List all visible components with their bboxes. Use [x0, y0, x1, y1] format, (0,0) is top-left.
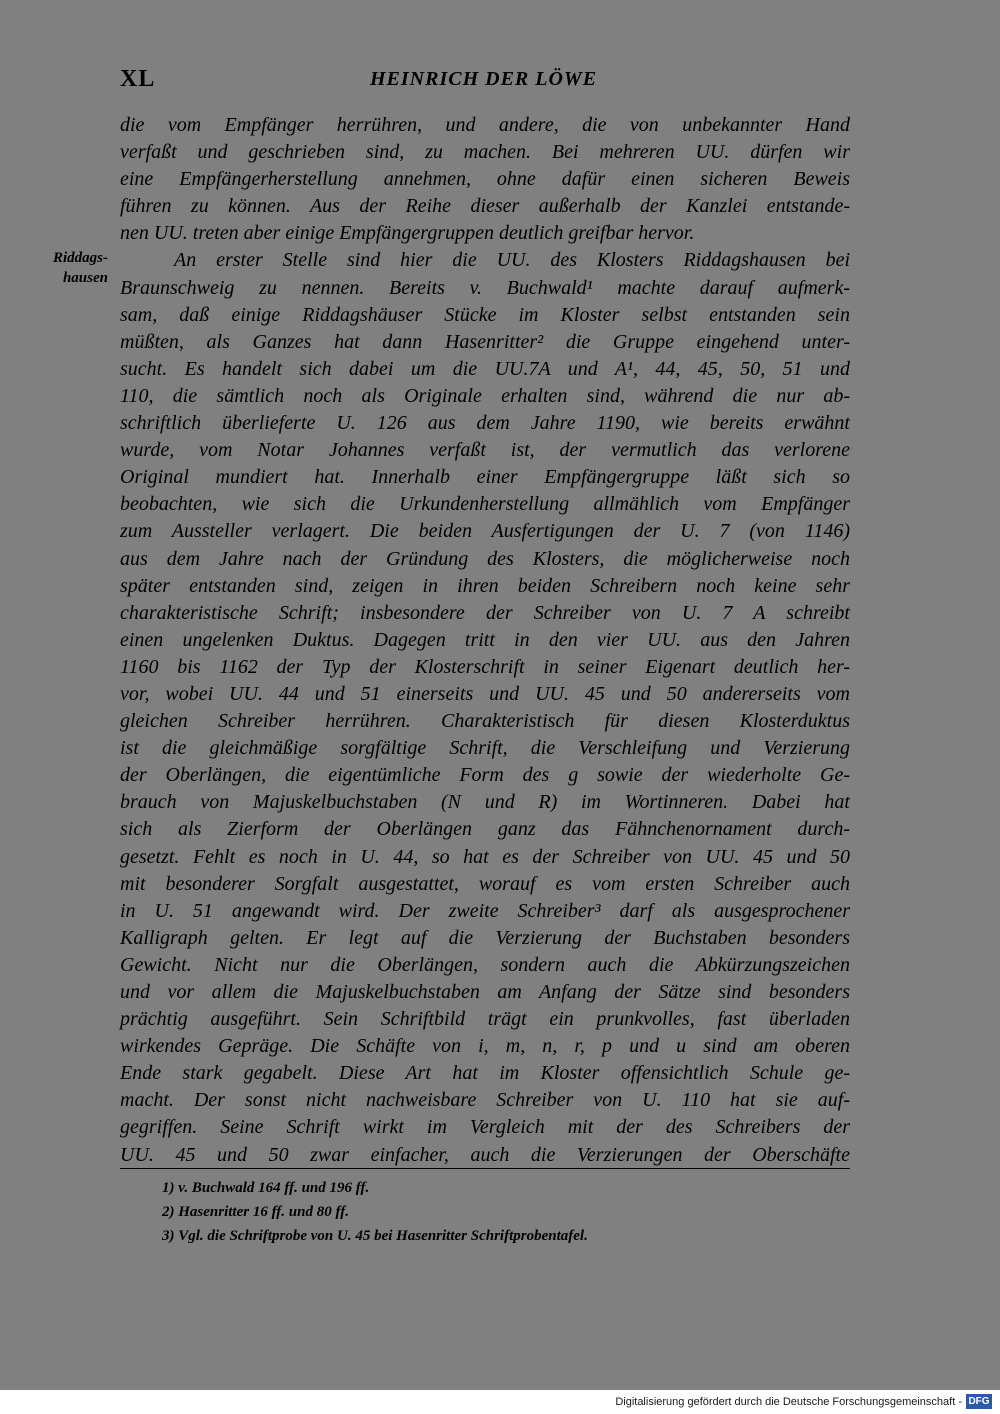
- text-line: gleichen Schreiber herrühren. Charakteristisch für diesen Klosterduktus: [120, 710, 850, 733]
- page-number: XL: [120, 66, 156, 92]
- text-line: UU. 45 und 50 zwar einfacher, auch die Verzierungen der Oberschäfte: [120, 1143, 850, 1166]
- text-line: Kalligraph gelten. Er legt auf die Verzierung der Buchstaben besonders: [120, 926, 850, 949]
- footnote: 3) Vgl. die Schriftprobe von U. 45 bei Hasenritter Schriftprobentafel.: [162, 1228, 588, 1244]
- text-line: die vom Empfänger herrühren, und andere, die von unbekannter Hand: [120, 114, 850, 136]
- footnote: 1) v. Buchwald 164 ff. und 196 ff.: [162, 1180, 370, 1196]
- margin-note-line: Riddags-: [52, 250, 108, 266]
- text-line: und vor allem die Majuskelbuchstaben am Anfang der Sätze sind besonders: [120, 981, 850, 1003]
- text-line: nen UU. treten aber einige Empfängergruppen deutlich greifbar hervor.: [120, 222, 695, 245]
- text-line: macht. Der sonst nicht nachweisbare Schreiber von U. 110 hat sie auf-: [120, 1089, 850, 1112]
- text-line: Gewicht. Nicht nur die Oberlängen, sondern auch die Abkürzungszeichen: [120, 953, 850, 976]
- text-line: brauch von Majuskelbuchstaben (N und R) im Wortinneren. Dabei hat: [120, 791, 850, 814]
- margin-note: [28, 248, 108, 288]
- text-line: zum Aussteller verlagert. Die beiden Ausfertigungen der U. 7 (von 1146): [120, 520, 850, 543]
- margin-note-line: hausen: [62, 270, 108, 286]
- text-line: wurde, vom Notar Johannes verfaßt ist, der vermutlich das verlorene: [120, 439, 850, 462]
- text-line: beobachten, wie sich die Urkundenherstellung allmählich vom Empfänger: [120, 493, 850, 516]
- footnotes: [162, 1176, 852, 1248]
- text-line: verfaßt und geschrieben sind, zu machen. Bei mehreren UU. dürfen wir: [120, 141, 850, 164]
- text-line: Original mundiert hat. Innerhalb einer Empfängergruppe läßt sich so: [120, 466, 850, 489]
- text-line: Ende stark gegabelt. Diese Art hat im Kloster offensichtlich Schule ge-: [120, 1062, 850, 1085]
- text-line: wirkendes Gepräge. Die Schäfte von i, m, n, r, p und u sind am oberen: [120, 1035, 850, 1058]
- text-line: sich als Zierform der Oberlängen ganz das Fähnchenornament durch-: [120, 818, 850, 841]
- text-line: mit besonderer Sorgfalt ausgestattet, worauf es vom ersten Schreiber auch: [120, 872, 850, 895]
- text-line: später entstanden sind, zeigen in ihren beiden Schreibern noch keine sehr: [120, 574, 850, 597]
- footnote-rule: [120, 1168, 850, 1169]
- text-line: sam, daß einige Riddagshäuser Stücke im Kloster selbst entstanden sein: [120, 303, 850, 326]
- text-line: charakteristische Schrift; insbesondere der Schreiber von U. 7 A schreibt: [120, 601, 850, 624]
- funding-bar: [0, 1390, 1000, 1414]
- text-line: 110, die sämtlich noch als Originale erhalten sind, während die nur ab-: [120, 384, 850, 407]
- body-text: [120, 112, 850, 1169]
- text-line: prächtig ausgeführt. Sein Schriftbild trägt ein prunkvolles, fast überladen: [120, 1008, 850, 1031]
- text-line: vor, wobei UU. 44 und 51 einerseits und UU. 45 und 50 andererseits vom: [120, 682, 850, 705]
- dfg-logo-icon[interactable]: DFG: [966, 1394, 992, 1409]
- running-title: HEINRICH DER LÖWE: [370, 68, 598, 90]
- text-line: gesetzt. Fehlt es noch in U. 44, so hat es der Schreiber von UU. 45 und 50: [120, 845, 850, 868]
- text-line: aus dem Jahre nach der Gründung des Klosters, die möglicherweise noch: [120, 547, 850, 570]
- funding-credit: Digitalisierung gefördert durch die Deutsche Forschungsgemeinschaft -: [615, 1396, 962, 1408]
- text-line: 1160 bis 1162 der Typ der Klosterschrift in seiner Eigenart deutlich her-: [120, 655, 850, 678]
- text-line: sucht. Es handelt sich dabei um die UU.7A und A¹, 44, 45, 50, 51 und: [120, 357, 850, 380]
- text-line: gegriffen. Seine Schrift wirkt im Vergleich mit der des Schreibers der: [120, 1116, 850, 1139]
- text-line: einen ungelenken Duktus. Dagegen tritt in den vier UU. aus den Jahren: [120, 628, 850, 651]
- text-line: ist die gleichmäßige sorgfältige Schrift, die Verschleifung und Verzierung: [120, 737, 850, 760]
- footnote: 2) Hasenritter 16 ff. und 80 ff.: [162, 1204, 349, 1220]
- text-line: Braunschweig zu nennen. Bereits v. Buchwald¹ machte darauf aufmerk-: [120, 276, 850, 299]
- text-line: schriftlich überlieferte U. 126 aus dem Jahre 1190, wie bereits erwähnt: [120, 412, 850, 435]
- text-line: der Oberlängen, die eigentümliche Form des g sowie der wiederholte Ge-: [120, 764, 850, 787]
- text-line: eine Empfängerherstellung annehmen, ohne dafür einen sicheren Beweis: [120, 168, 850, 191]
- text-line: An erster Stelle sind hier die UU. des Klosters Riddagshausen bei: [174, 249, 850, 272]
- text-line: in U. 51 angewandt wird. Der zweite Schreiber³ darf als ausgesprochener: [120, 899, 850, 922]
- text-line: müßten, als Ganzes hat dann Hasenritter² die Gruppe eingehend unter-: [120, 330, 850, 353]
- text-line: führen zu können. Aus der Reihe dieser außerhalb der Kanzlei entstande-: [120, 195, 850, 218]
